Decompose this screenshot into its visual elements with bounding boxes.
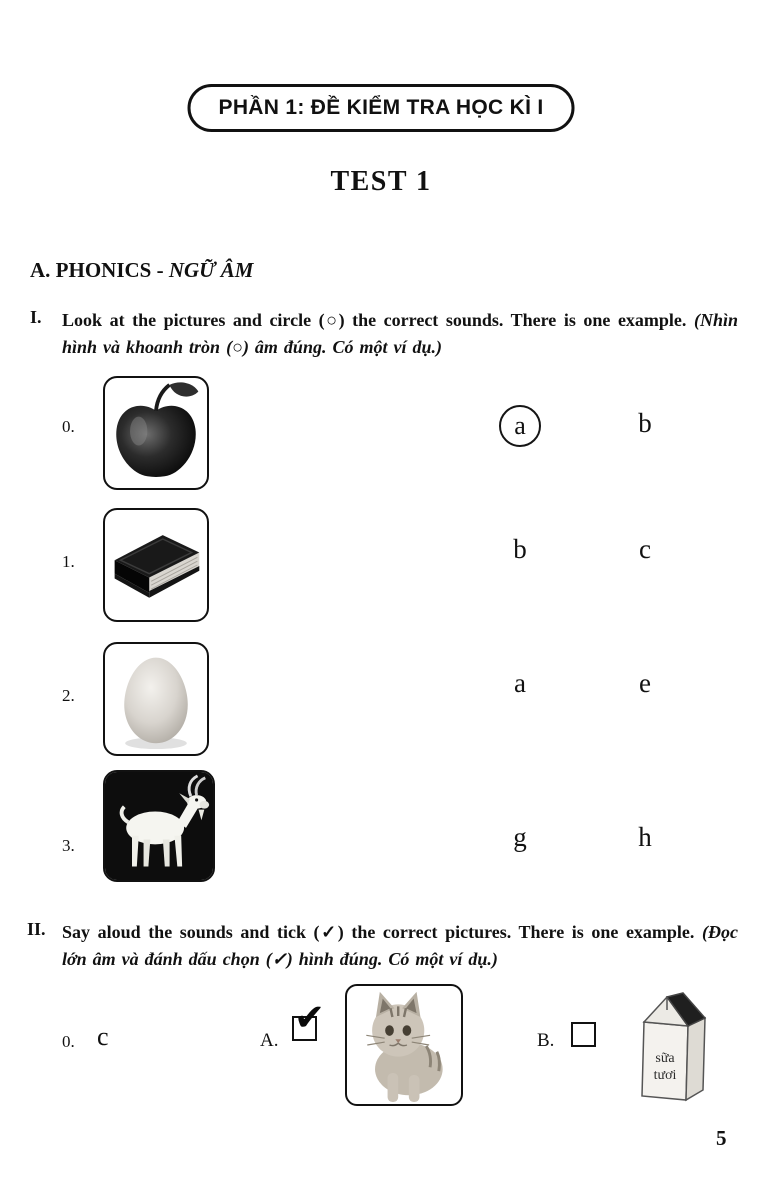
row2-option1[interactable]: a — [514, 668, 526, 698]
part2-numeral: II. — [27, 919, 46, 939]
row1-number: 1. — [62, 552, 75, 571]
row0-option2[interactable]: b — [638, 408, 652, 438]
checkbox-option-a[interactable] — [292, 996, 326, 1041]
row0-option1-circled[interactable] — [499, 405, 541, 447]
part2-instruction-vi: (Đọc lớn âm và đánh dấu chọn (✓) hình đúng. Có một ví dụ.) — [62, 922, 738, 969]
page-number: 5 — [716, 1126, 727, 1150]
option-b-label: B. — [537, 1030, 555, 1051]
part1-instruction-en: Look at the pictures and circle (○) the correct sounds. There is one example. — [62, 310, 694, 330]
row2-number: 2. — [62, 686, 75, 705]
checkbox-option-b[interactable] — [571, 1022, 596, 1047]
part2-instruction-en: Say aloud the sounds and tick (✓) the correct pictures. There is one example. — [62, 922, 703, 942]
row3-option2[interactable]: h — [638, 822, 652, 852]
kitten-image — [345, 984, 463, 1106]
book-image — [103, 508, 209, 622]
row3-number: 3. — [62, 836, 75, 855]
row0-option1-letter: a — [514, 411, 526, 440]
test-title: TEST 1 — [330, 166, 432, 197]
part1-instruction — [62, 307, 738, 361]
egg-image — [103, 642, 209, 756]
tick-icon: ✔ — [294, 996, 326, 1039]
apple-image — [103, 376, 209, 490]
kitten-icon — [347, 986, 461, 1104]
milk-carton-image — [620, 982, 722, 1110]
row1-option2[interactable]: c — [639, 534, 651, 564]
option-a-label: A. — [260, 1030, 279, 1051]
part2-row0-number: 0. — [62, 1032, 75, 1051]
part2-instruction — [62, 919, 738, 973]
milk-carton-icon — [620, 982, 722, 1110]
milk-carton-label-line2: tươi — [653, 1068, 677, 1083]
row1-option1[interactable]: b — [513, 534, 527, 564]
part1-numeral: I. — [30, 307, 42, 327]
part1-instruction-vi: (Nhìn hình và khoanh tròn (○) âm đúng. Có một ví dụ.) — [62, 310, 738, 357]
book-icon — [105, 510, 207, 620]
section-a-prefix: A. PHONICS - — [30, 258, 169, 282]
part-header-badge: PHẦN 1: ĐỀ KIỂM TRA HỌC KÌ I — [188, 84, 575, 132]
section-a-heading — [30, 258, 253, 283]
apple-icon — [105, 378, 207, 488]
goat-image — [103, 770, 215, 882]
part2-row0-sound: c — [97, 1022, 109, 1051]
row0-number: 0. — [62, 417, 75, 436]
row2-option2[interactable]: e — [639, 668, 651, 698]
section-a-vietnamese: NGỮ ÂM — [168, 258, 254, 282]
milk-carton-label-line1: sữa — [655, 1051, 675, 1066]
goat-icon — [105, 772, 213, 880]
egg-icon — [105, 644, 207, 754]
row3-option1[interactable]: g — [513, 822, 527, 852]
